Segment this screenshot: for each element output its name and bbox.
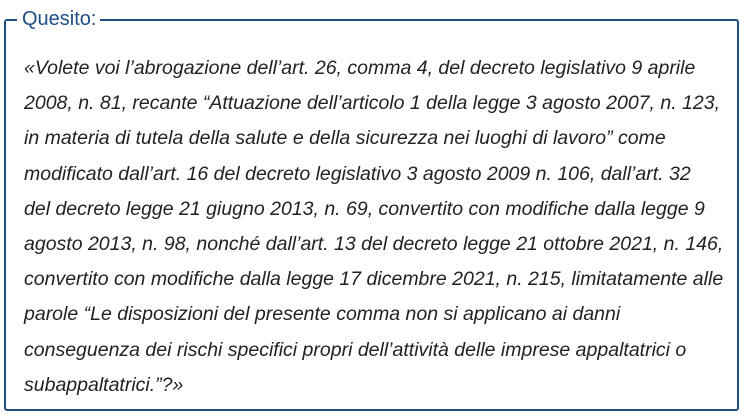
question-line: «Volete voi l’abrogazione dell’art. 26, comma 4, del decreto legislativo 9 aprile xyxy=(24,57,696,79)
question-line: subappaltatrici.”?» xyxy=(24,373,184,396)
question-line: del decreto legge 21 giugno 2013, n. 69, convertito con modifiche dalla legge 9 xyxy=(24,197,705,220)
question-line: conseguenza dei rischi specifici propri dell’attività delle imprese appaltatrici o xyxy=(24,338,687,361)
question-line: convertito con modifiche dalla legge 17 dicembre 2021, n. 215, limitatamente alle xyxy=(24,268,724,291)
question-line: parole “Le disposizioni del presente comma non si applicano ai danni xyxy=(24,303,621,326)
question-line: agosto 2013, n. 98, nonché dall’art. 13 del decreto legge 21 ottobre 2021, n. 146, xyxy=(24,233,724,256)
question-line: 2008, n. 81, recante “Attuazione dell’articolo 1 della legge 3 agosto 2007, n. 123, xyxy=(24,92,720,115)
question-line: in materia di tutela della salute e della sicurezza nei luoghi di lavoro” come xyxy=(24,127,666,150)
question-line: modificato dall’art. 16 del decreto legislativo 3 agosto 2009 n. 106, dall’art. 32 xyxy=(24,162,691,185)
question-label: Quesito: xyxy=(17,6,100,32)
question-text xyxy=(24,51,724,403)
